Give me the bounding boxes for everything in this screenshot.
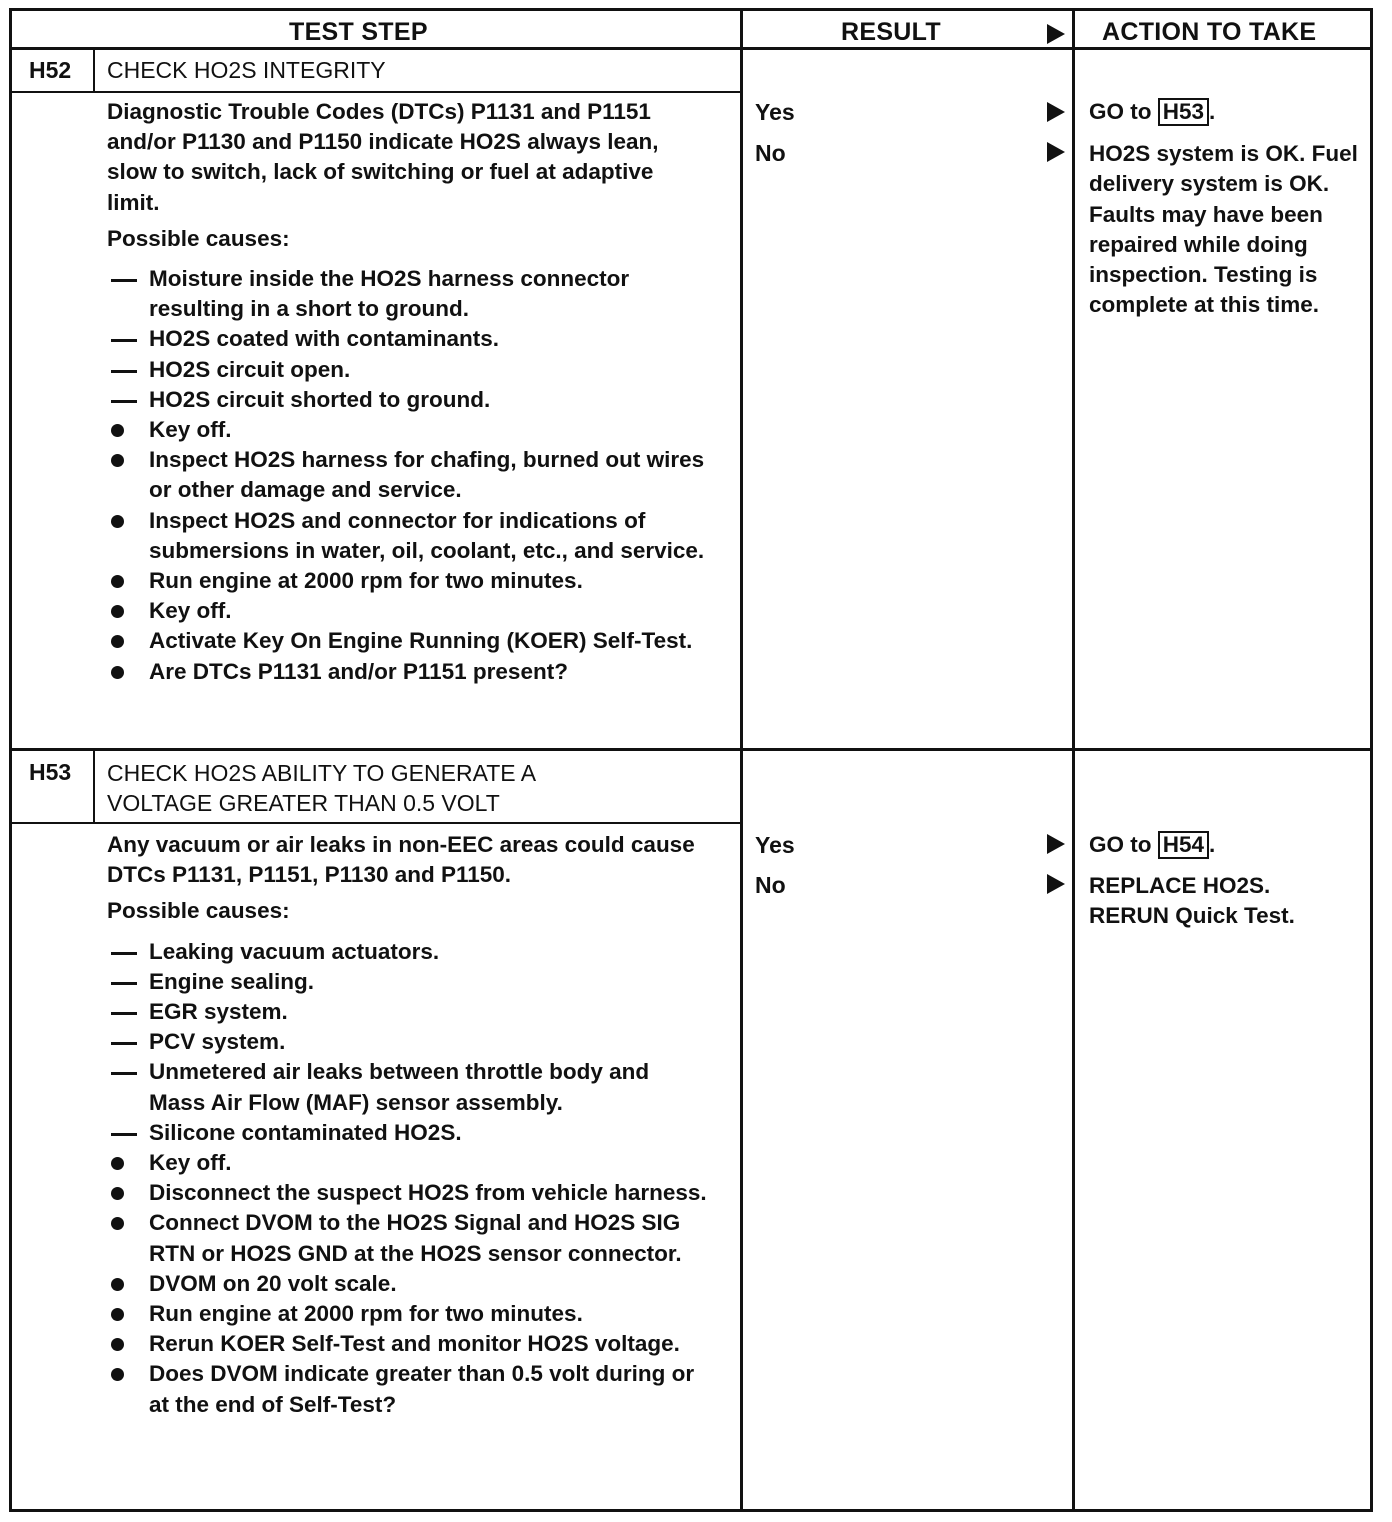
bullet-icon <box>111 1157 124 1170</box>
list-item-text: Silicone contaminated HO2S. <box>149 1119 462 1145</box>
step-intro-h52: Diagnostic Trouble Codes (DTCs) P1131 and P1151 and/or P1130 and P1150 indicate HO2S always lean, slow to switch, lack of switching or fuel at adaptive limit. <box>107 99 659 215</box>
cause-item <box>107 1027 707 1057</box>
row-divider <box>9 748 1373 751</box>
header-action: ACTION TO TAKE <box>1102 18 1317 46</box>
bullet-icon <box>111 1368 124 1381</box>
list-item-text: Key off. <box>149 1150 232 1176</box>
result-no-h53: No <box>755 872 786 898</box>
step-list-h52 <box>107 264 707 687</box>
list-item-text: Run engine at 2000 rpm for two minutes. <box>149 1301 583 1327</box>
instruction-item <box>107 657 707 687</box>
dash-icon <box>111 982 137 985</box>
step-id-divider-h52 <box>93 47 95 92</box>
result-no-arrow-icon-h53 <box>1047 874 1065 894</box>
header-divider <box>9 47 1373 50</box>
list-item-text: Key off. <box>149 417 232 443</box>
action-no-h52: HO2S system is OK. Fuel delivery system is OK. Faults may have been repaired while doing inspection. Testing is complete at this time. <box>1089 141 1358 318</box>
step-id-h52: H52 <box>29 57 72 83</box>
dash-icon <box>111 400 137 403</box>
action-no-h53-line2: RERUN Quick Test. <box>1089 903 1295 929</box>
instruction-item <box>107 415 707 445</box>
bullet-icon <box>111 666 124 679</box>
action-goto-label-h53: GO to <box>1089 832 1152 857</box>
header-result: RESULT <box>841 18 941 46</box>
step-title-h53-line2: VOLTAGE GREATER THAN 0.5 VOLT <box>107 790 500 816</box>
list-item-text: HO2S circuit open. <box>149 356 351 382</box>
step-ref-h53[interactable]: H53 <box>1158 98 1209 126</box>
list-item-text: PCV system. <box>149 1029 286 1055</box>
bullet-icon <box>111 575 124 588</box>
dash-icon <box>111 370 137 373</box>
cause-item <box>107 355 707 385</box>
dash-icon <box>111 1133 137 1136</box>
list-item-text: Disconnect the suspect HO2S from vehicle harness. <box>149 1180 707 1206</box>
list-item-text: Key off. <box>149 598 232 624</box>
action-no-h53-line1: REPLACE HO2S. <box>1089 873 1271 898</box>
result-no-arrow-icon-h52 <box>1047 142 1065 162</box>
list-item-text: Moisture inside the HO2S harness connector resulting in a short to ground. <box>149 266 630 322</box>
dash-icon <box>111 279 137 282</box>
result-yes-arrow-icon-h52 <box>1047 102 1065 122</box>
list-item-text: HO2S circuit shorted to ground. <box>149 386 491 412</box>
step-body-h53 <box>107 830 707 1420</box>
bullet-icon <box>111 605 124 618</box>
instruction-item <box>107 596 707 626</box>
dash-icon <box>111 339 137 342</box>
table-border-right <box>1370 8 1373 1512</box>
action-no-h53 <box>1089 871 1364 932</box>
table-border-top <box>9 8 1373 11</box>
instruction-item <box>107 626 707 656</box>
instruction-item <box>107 445 707 505</box>
list-item-text: Unmetered air leaks between throttle body and Mass Air Flow (MAF) sensor assembly. <box>149 1059 650 1115</box>
action-goto-label-h52: GO to <box>1089 99 1152 124</box>
list-item-text: Inspect HO2S and connector for indications of submersions in water, oil, coolant, etc., and service. <box>149 507 705 563</box>
list-item-text: Inspect HO2S harness for chafing, burned out wires or other damage and service. <box>149 447 705 503</box>
bullet-icon <box>111 515 124 528</box>
instruction-item <box>107 1329 707 1359</box>
bullet-icon <box>111 1338 124 1351</box>
cause-item <box>107 324 707 354</box>
cause-item <box>107 937 707 967</box>
table-border-bottom <box>9 1509 1373 1512</box>
list-item-text: Connect DVOM to the HO2S Signal and HO2S SIG RTN or HO2S GND at the HO2S sensor connector. <box>149 1210 682 1266</box>
list-item-text: EGR system. <box>149 999 288 1025</box>
cause-item <box>107 1118 707 1148</box>
instruction-item <box>107 1269 707 1299</box>
action-yes-h52 <box>1089 97 1364 127</box>
bullet-icon <box>111 454 124 467</box>
step-intro-h53: Any vacuum or air leaks in non-EEC areas could cause DTCs P1131, P1151, P1130 and P1150. <box>107 832 695 888</box>
header-test-step: TEST STEP <box>289 18 428 46</box>
step-id-h53: H53 <box>29 759 72 785</box>
diagnostic-table <box>9 8 1373 1512</box>
list-item-text: Activate Key On Engine Running (KOER) Self-Test. <box>149 628 693 654</box>
instruction-item <box>107 1148 707 1178</box>
cause-item <box>107 1057 707 1117</box>
instruction-item <box>107 1299 707 1329</box>
table-border-left <box>9 8 12 1512</box>
instruction-item <box>107 566 707 596</box>
cause-item <box>107 264 707 324</box>
bullet-icon <box>111 1278 124 1291</box>
bullet-icon <box>111 424 124 437</box>
bullet-icon <box>111 635 124 648</box>
result-yes-h53: Yes <box>755 832 795 858</box>
result-yes-arrow-icon-h53 <box>1047 834 1065 854</box>
instruction-item <box>107 1178 707 1208</box>
instruction-item <box>107 506 707 566</box>
cause-item <box>107 385 707 415</box>
list-item-text: HO2S coated with contaminants. <box>149 326 500 352</box>
dash-icon <box>111 1072 137 1075</box>
list-item-text: Does DVOM indicate greater than 0.5 volt during or at the end of Self-Test? <box>149 1361 695 1417</box>
dash-icon <box>111 1042 137 1045</box>
step-title-divider-h53 <box>9 822 742 824</box>
result-yes-h52: Yes <box>755 99 795 125</box>
dash-icon <box>111 952 137 955</box>
cause-item <box>107 997 707 1027</box>
bullet-icon <box>111 1187 124 1200</box>
possible-causes-label-h52: Possible causes: <box>107 225 290 251</box>
list-item-text: Engine sealing. <box>149 968 315 994</box>
list-item-text: Run engine at 2000 rpm for two minutes. <box>149 568 583 594</box>
header-arrow-icon <box>1047 24 1065 44</box>
list-item-text: DVOM on 20 volt scale. <box>149 1270 397 1296</box>
step-list-h53 <box>107 937 707 1420</box>
step-title-divider-h52 <box>9 91 742 93</box>
list-item-text: Leaking vacuum actuators. <box>149 938 440 964</box>
result-no-h52: No <box>755 140 786 166</box>
instruction-item <box>107 1208 707 1268</box>
action-goto-suffix-h53: . <box>1209 832 1216 857</box>
list-item-text: Are DTCs P1131 and/or P1151 present? <box>149 658 568 684</box>
dash-icon <box>111 1012 137 1015</box>
action-goto-suffix-h52: . <box>1209 99 1216 124</box>
list-item-text: Rerun KOER Self-Test and monitor HO2S voltage. <box>149 1331 680 1357</box>
step-ref-h54[interactable]: H54 <box>1158 831 1209 859</box>
bullet-icon <box>111 1217 124 1230</box>
action-yes-h53 <box>1089 830 1364 860</box>
column-divider-action <box>1072 8 1075 1512</box>
step-title-h53-line1: CHECK HO2S ABILITY TO GENERATE A <box>107 760 537 786</box>
bullet-icon <box>111 1308 124 1321</box>
cause-item <box>107 967 707 997</box>
possible-causes-label-h53: Possible causes: <box>107 898 290 924</box>
instruction-item <box>107 1359 707 1419</box>
step-body-h52 <box>107 97 707 687</box>
step-id-divider-h53 <box>93 748 95 823</box>
step-title-h52: CHECK HO2S INTEGRITY <box>107 57 386 83</box>
column-divider-result <box>740 8 743 1512</box>
